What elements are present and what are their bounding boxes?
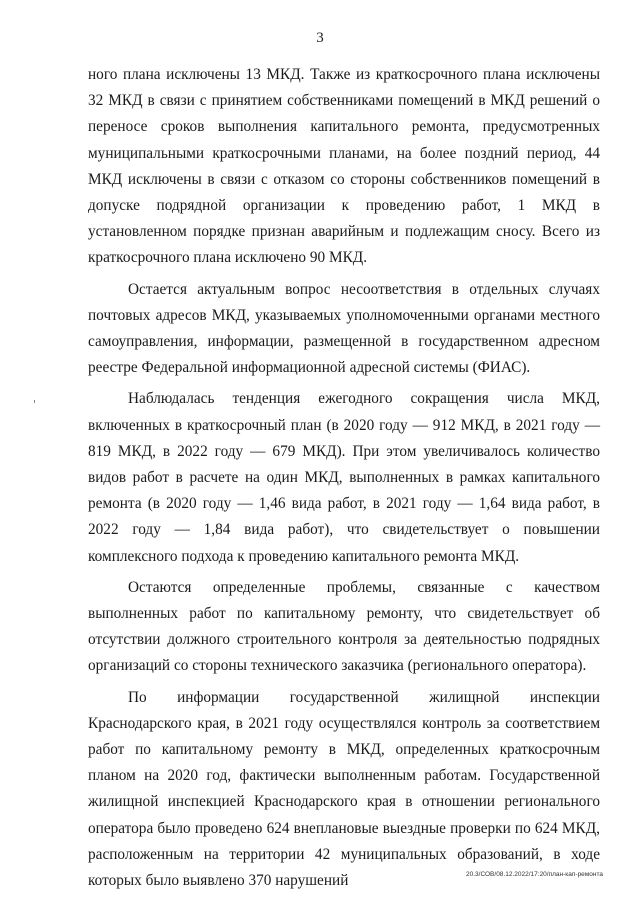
paragraph-continuation: ного плана исключены 13 МКД. Также из краткосрочного плана исключены 32 МКД в связи с принятием собственниками помещений в МКД решений о переносе сроков выполнения капитального ремонта, предусмотренных муниципальными краткосрочными планами, на более поздний период, 44 МКД исключены в связи с отказом со стороны собственников помещений в допуске подрядной организации к проведению работ, 1 МКД в установленном порядке признан аварийным и подлежащим сносу. Всего из краткосрочного плана исключено 90 МКД.	[88, 66, 600, 267]
document-body	[88, 62, 600, 894]
paragraph-problems: Остаются определенные проблемы, связанные с качеством выполненных работ по капитальному ремонту, что свидетельствует об отсутствии должного строительного контроля за деятельностью подрядных организаций со стороны технического заказчика (регионального оператора).	[88, 578, 600, 675]
footer-reference: 20.3/СОВ/08.12.2022/17:20/план-кап-ремонта	[465, 871, 603, 878]
paragraph-inspection: По информации государственной жилищной инспекции Краснодарского края, в 2021 году осуществлялся контроль за соответствием работ по капитальному ремонту в МКД, определенных краткосрочным планом на 2020 год, фактически выполненным работам. Государственной жилищной инспекцией Краснодарского края в отношении регионального оператора было проведено 624 внеплановые выездные проверки по 624 МКД, расположенным на территории 42 муниципальных образований, в ходе которых было выявлено 370 нарушений	[88, 688, 600, 890]
page-number: 3	[316, 30, 324, 46]
paragraph-fias: Остается актуальным вопрос несоответствия в отдельных случаях почтовых адресов МКД, указываемых уполномоченными органами местного самоуправления, информации, размещенной в государственном адресном реестре Федеральной информационной адресной системы (ФИАС).	[88, 280, 600, 377]
paragraph-trend: Наблюдалась тенденция ежегодного сокращения числа МКД, включенных в краткосрочный план (в 2020 году — 912 МКД, в 2021 году — 819 МКД, в 2022 году — 679 МКД). При этом увеличивалось количество видов работ в расчете на один МКД, выполненных в рамках капитального ремонта (в 2020 году — 1,46 вида работ, в 2021 году — 1,64 вида работ, в 2022 году — 1,84 вида работ), что свидетельствует о повышении комплексного подхода к проведению капитального ремонта МКД.	[88, 390, 600, 565]
margin-mark	[34, 400, 35, 403]
